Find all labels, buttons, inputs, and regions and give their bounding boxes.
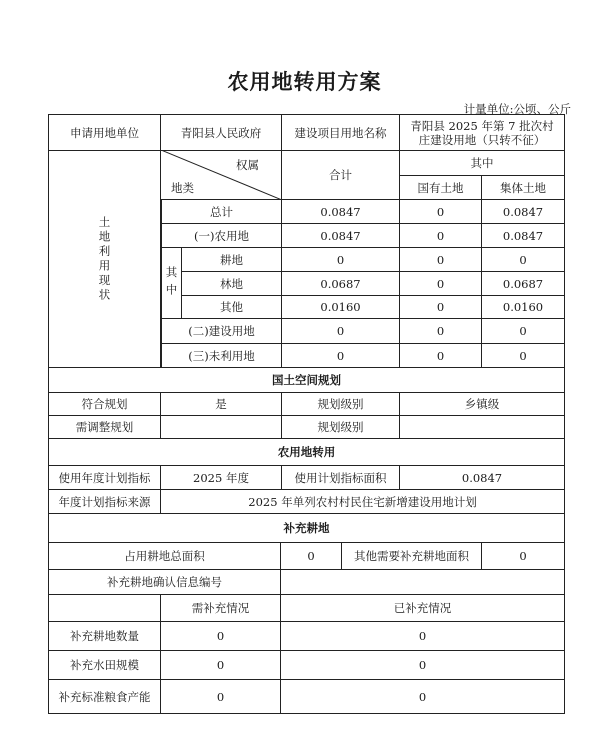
row-name: 耕地	[181, 247, 282, 272]
row-total: 0	[281, 247, 400, 272]
row-state: 0	[399, 343, 482, 368]
supplement-row-done: 0	[280, 679, 565, 714]
row-name: 总计	[161, 199, 282, 224]
annual-quota-value: 2025 年度	[160, 465, 282, 490]
done-header: 已补充情况	[280, 594, 565, 622]
supplement-row-need: 0	[160, 679, 281, 714]
adjust-level-value	[399, 415, 565, 439]
among-text: 其中	[164, 265, 179, 301]
row-name: 其他	[181, 295, 282, 319]
quota-area-label: 使用计划指标面积	[281, 465, 400, 490]
occupied-area-label: 占用耕地总面积	[48, 542, 281, 570]
land-use-section-label	[48, 150, 161, 368]
confirm-code-label: 补充耕地确认信息编号	[48, 569, 281, 595]
row-state: 0	[399, 247, 482, 272]
row-total: 0	[281, 318, 400, 344]
supplement-row-need: 0	[160, 650, 281, 680]
row-collective: 0.0687	[481, 271, 565, 296]
supplement-row-name: 补充耕地数量	[48, 621, 161, 651]
row-name: 林地	[181, 271, 282, 296]
conform-plan-label: 符合规划	[48, 392, 161, 416]
plan-level-value: 乡镇级	[399, 392, 565, 416]
row-state: 0	[399, 223, 482, 248]
project-name-label: 建设项目用地名称	[281, 114, 400, 151]
header-total: 合计	[281, 150, 400, 200]
row-total: 0.0847	[281, 223, 400, 248]
row-total: 0.0687	[281, 271, 400, 296]
measurement-unit: 计量单位:公顷、公斤	[463, 102, 571, 116]
row-collective: 0	[481, 343, 565, 368]
land-conversion-table	[48, 114, 565, 741]
supplement-row-name: 补充水田规模	[48, 650, 161, 680]
header-among: 其中	[399, 150, 565, 176]
supplement-row-done: 0	[280, 621, 565, 651]
supplement-row-need: 0	[160, 621, 281, 651]
quota-source-label: 年度计划指标来源	[48, 489, 161, 514]
applicant-label: 申请用地单位	[48, 114, 161, 151]
plan-level-label: 规划级别	[281, 392, 400, 416]
row-collective: 0.0160	[481, 295, 565, 319]
quota-source-value: 2025 年单列农村村民住宅新增建设用地计划	[160, 489, 565, 514]
row-total: 0.0160	[281, 295, 400, 319]
adjust-level-label: 规划级别	[281, 415, 400, 439]
project-name-value: 青阳县 2025 年第 7 批次村庄建设用地（只转不征）	[399, 114, 565, 151]
conform-plan-value: 是	[160, 392, 282, 416]
conversion-section-title: 农用地转用	[48, 438, 565, 466]
row-collective: 0.0847	[481, 223, 565, 248]
header-ownership: 权属	[236, 158, 259, 172]
need-header: 需补充情况	[160, 594, 281, 622]
land-use-section-text: 土地利用现状	[97, 215, 112, 303]
occupied-area-value: 0	[280, 542, 342, 570]
row-total: 0	[281, 343, 400, 368]
row-state: 0	[399, 295, 482, 319]
adjust-plan-label: 需调整规划	[48, 415, 161, 439]
annual-quota-label: 使用年度计划指标	[48, 465, 161, 490]
among-label	[161, 247, 182, 319]
row-state: 0	[399, 199, 482, 224]
row-collective: 0	[481, 247, 565, 272]
row-total: 0.0847	[281, 199, 400, 224]
row-collective: 0.0847	[481, 199, 565, 224]
supplement-row-done: 0	[280, 650, 565, 680]
adjust-plan-value	[160, 415, 282, 439]
header-state-land: 国有土地	[399, 175, 482, 200]
row-collective: 0	[481, 318, 565, 344]
row-state: 0	[399, 271, 482, 296]
page-title: 农用地转用方案	[227, 70, 382, 94]
quota-area-value: 0.0847	[399, 465, 565, 490]
row-name: (三)未利用地	[161, 343, 282, 368]
row-state: 0	[399, 318, 482, 344]
applicant-value: 青阳县人民政府	[160, 114, 282, 151]
header-category: 地类	[171, 181, 194, 195]
supplement-section-title: 补充耕地	[48, 513, 565, 543]
header-collective-land: 集体土地	[481, 175, 565, 200]
row-name: (一)农用地	[161, 223, 282, 248]
row-name: (二)建设用地	[161, 318, 282, 344]
confirm-code-value	[280, 569, 565, 595]
supplement-row-name: 补充标准粮食产能	[48, 679, 161, 714]
other-area-label: 其他需要补充耕地面积	[341, 542, 482, 570]
planning-section-title: 国土空间规划	[48, 367, 565, 393]
other-area-value: 0	[481, 542, 565, 570]
supplement-header-blank	[48, 594, 161, 622]
